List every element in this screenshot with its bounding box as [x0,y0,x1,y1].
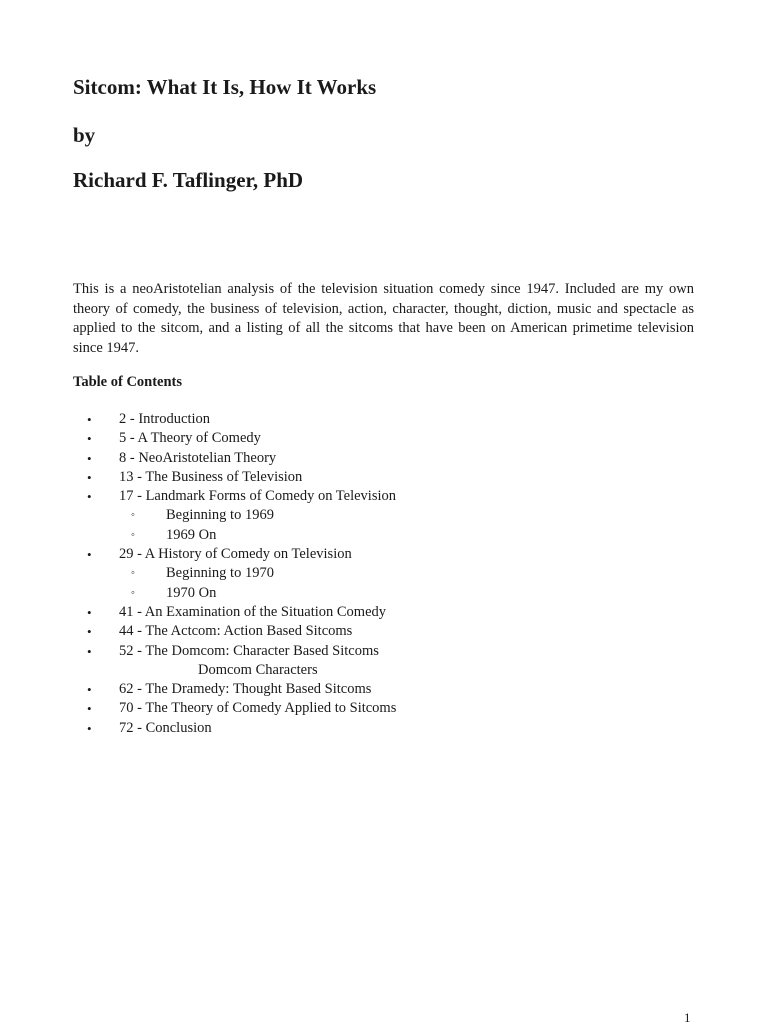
toc-item [0,429,768,448]
table-of-contents-heading: Table of Contents [73,374,183,390]
bullet-icon: • [87,624,92,640]
table-of-contents [0,410,768,738]
document-title: Sitcom: What It Is, How It Works [73,75,377,99]
toc-item [0,564,768,583]
bullet-icon: • [87,643,92,659]
bullet-icon: • [87,412,92,427]
toc-item [0,487,768,506]
bullet-icon: • [87,469,92,485]
author-name: Richard F. Taflinger, PhD [73,168,304,192]
toc-item-text: 62 - The Dramedy: Thought Based Sitcoms [119,681,372,698]
bullet-icon: • [87,701,92,717]
bullet-icon: • [87,604,92,620]
bullet-icon: • [87,450,92,466]
page-number: 1 [684,1010,691,1025]
hollow-bullet-icon: ◦ [131,567,135,580]
bullet-icon: • [87,720,92,736]
hollow-bullet-icon: ◦ [131,509,135,522]
toc-item-text: Beginning to 1969 [166,507,274,524]
toc-item-text: 70 - The Theory of Comedy Applied to Sitcoms [119,700,397,717]
toc-item [0,526,768,545]
toc-item-text: Domcom Characters [198,661,318,678]
toc-item-text: 52 - The Domcom: Character Based Sitcoms [119,642,379,659]
bullet-icon: • [87,489,92,505]
toc-item-text: 1969 On [166,526,217,543]
toc-item [0,449,768,468]
toc-item-text: 1970 On [166,584,217,601]
hollow-bullet-icon: ◦ [131,528,135,541]
toc-item [0,506,768,525]
toc-item-text: 41 - An Examination of the Situation Comedy [119,603,387,620]
hollow-bullet-icon: ◦ [131,586,135,599]
toc-item-text: 72 - Conclusion [119,719,212,736]
abstract-paragraph: This is a neoAristotelian analysis of the television situation comedy since 1947. Included are my own theory of comedy, the business of television, action, character, thought, diction, music and spectacle as applied to the sitcom, and a listing of all the sitcoms that have been on American primetime television since 1947. [73,281,694,356]
byline-label: by [73,123,96,147]
toc-item [0,699,768,718]
toc-item [0,719,768,738]
toc-item [0,468,768,487]
bullet-icon: • [87,682,92,698]
toc-item-text: 17 - Landmark Forms of Comedy on Television [119,488,397,505]
toc-item [0,410,768,429]
toc-item [0,603,768,622]
toc-item-text: 13 - The Business of Television [119,468,303,485]
toc-item [0,680,768,699]
toc-item [0,545,768,564]
toc-item [0,661,768,680]
toc-item [0,622,768,641]
bullet-icon: • [87,431,92,447]
bullet-icon: • [87,547,92,563]
toc-item-text: 2 - Introduction [119,411,211,427]
toc-item [0,642,768,661]
toc-item [0,584,768,603]
toc-item-text: 29 - A History of Comedy on Television [119,546,352,563]
toc-item-text: 5 - A Theory of Comedy [119,430,261,447]
toc-item-text: 8 - NeoAristotelian Theory [119,449,277,466]
toc-item-text: 44 - The Actcom: Action Based Sitcoms [119,623,353,640]
toc-item-text: Beginning to 1970 [166,565,274,582]
